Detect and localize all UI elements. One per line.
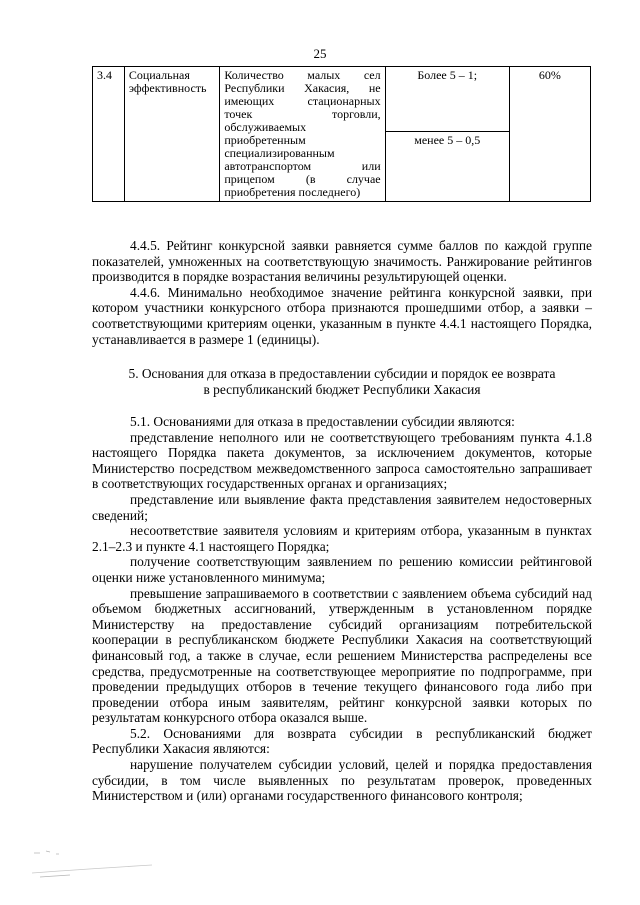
description-line: прицепом (в случае [224, 172, 381, 186]
section-4-text [92, 238, 592, 347]
paragraph: нарушение получателем субсидии условий, целей и порядка предоставления субсидии, в том числе выявленных по результатам проверок, проведенных Министерством и (или) органами государственного финансового контроля; [92, 757, 592, 804]
scan-artifact [30, 845, 170, 885]
paragraph: несоответствие заявителя условиям и критериям отбора, указанным в пунктах 2.1–2.3 и пункте 4.1 настоящего Порядка; [92, 523, 592, 554]
paragraph: представление или выявление факта представления заявителем недостоверных сведений; [92, 491, 592, 523]
description-line: обслуживаемых [224, 120, 307, 134]
section-heading-line: 5. Основания для отказа в предоставлении субсидии и порядок ее возврата [128, 366, 556, 381]
table-row [93, 67, 591, 132]
description-line: приобретенным [224, 133, 306, 147]
description-line: автотранспортом или [224, 159, 381, 173]
paragraph: представление неполного или не соответствующего требованиям пункта 4.1.8 настоящего Порядка пакета документов, за исключением документов, которые Министерство посредством межведомственного запроса самостоятельно запрашивает в соответствующих государственных органах и организациях; [92, 429, 592, 492]
description-line: имеющих стационарных [224, 94, 381, 108]
paragraph: получение соответствующим заявлением по решению комиссии рейтинговой оценки ниже установленного минимума; [92, 554, 592, 585]
description-line: Республики Хакасия, не [224, 81, 381, 95]
paragraph: 5.1. Основаниями для отказа в предоставлении субсидии являются: [130, 414, 515, 429]
table-cell-description [220, 67, 385, 202]
description-line: специализированным [224, 146, 335, 160]
paragraph: 4.4.6. Минимально необходимое значение рейтинга конкурсной заявки, при котором участники конкурсного отбора признаются прошедшими отбор, а заявки – соответствующими критериям оценки, указанным в пункте 4.4.1 настоящего Порядка, устанавливается в размере 1 (единицы). [92, 284, 592, 347]
paragraph: 5.2. Основаниями для возврата субсидии в республиканский бюджет Республики Хакасия являются: [92, 725, 592, 757]
description-line: приобретения последнего) [224, 185, 361, 199]
description-line: точек торговли, [224, 107, 381, 121]
paragraph: 4.4.5. Рейтинг конкурсной заявки равняется сумме баллов по каждой группе показателей, умноженных на соответствующую значимость. Ранжирование рейтингов производится в порядке возрастания величины результирующей оценки. [92, 238, 592, 285]
table-cell-score-high: Более 5 – 1; [385, 67, 509, 132]
section-heading [92, 366, 592, 398]
table-cell-weight: 60% [509, 67, 590, 202]
section-heading-line: в республиканский бюджет Республики Хакасия [203, 382, 481, 397]
section-5-text [92, 414, 592, 804]
page-number: 25 [313, 46, 327, 61]
table-cell-score-low: менее 5 – 0,5 [385, 132, 509, 202]
table-cell-criterion-name: Социальная эффективность [124, 67, 219, 202]
description-line: Количество малых сел [224, 68, 381, 82]
paragraph: превышение запрашиваемого в соответствии с заявлением объема субсидий над объемом бюджетных ассигнований, утвержденным в установленном порядке Министерству на предоставление субсидий организациям потребительской кооперации в республиканском бюджете Республики Хакасия на соответствующий финансовый год, а также в случае, если решением Министерства распределены все средства, предусмотренные на соответствующее мероприятие по подпрограмме, при проведении предыдущих отборов в течение текущего финансового года либо при проведении отбора иным заявителям, рейтинг конкурсной заявки которых по результатам конкурсного отбора оказался выше. [92, 585, 592, 726]
criteria-table [92, 66, 591, 202]
table-cell-number: 3.4 [93, 67, 125, 202]
